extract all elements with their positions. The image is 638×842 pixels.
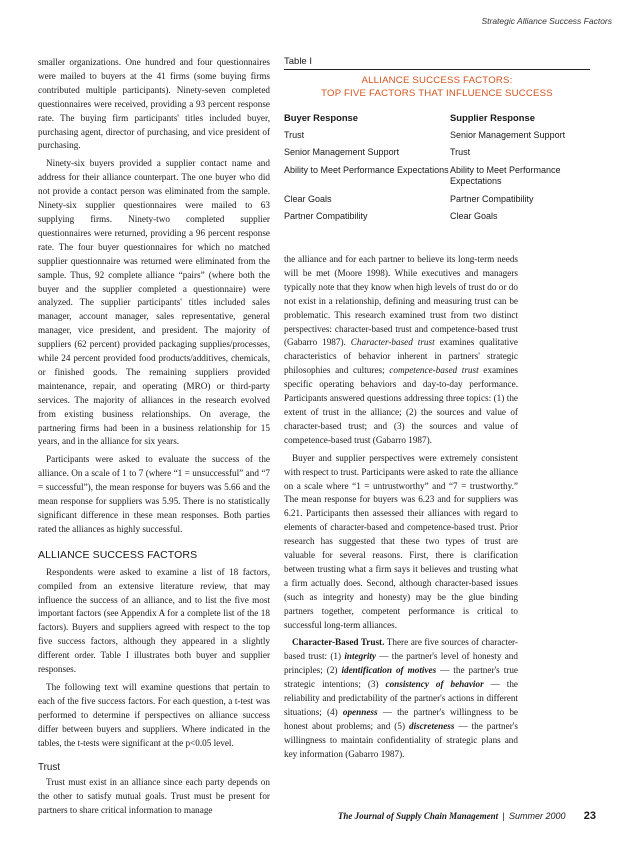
column-header-supplier: Supplier Response — [450, 112, 535, 123]
footer-separator: | — [502, 811, 505, 821]
paragraph: Trust must exist in an alliance since each party depends on the other to satisfy mutual goals. Trust must be present for partners to share critical information to manage — [38, 777, 270, 816]
left-column — [38, 56, 270, 818]
table-label: Table I — [284, 56, 590, 70]
table-title-line: ALLIANCE SUCCESS FACTORS: — [361, 75, 513, 86]
table-cell: Senior Management Support — [450, 129, 566, 140]
table-cell: Ability to Meet Performance Expectations — [284, 164, 449, 175]
table-title-line: TOP FIVE FACTORS THAT INFLUENCE SUCCESS — [321, 87, 553, 99]
page-number: 23 — [583, 810, 596, 822]
subsection-heading: Trust — [38, 761, 60, 773]
running-head: Strategic Alliance Success Factors — [481, 16, 612, 26]
issue-date: Summer 2000 — [508, 811, 566, 821]
table-title — [284, 75, 590, 100]
paragraph: Participants were asked to evaluate the success of the alliance. On a scale of 1 to 7 (where “1 = unsuccessful” and “7 = successful”), the mean response for buyers was 5.66 and the mean response for suppliers was 5.95. There is no statistically significant difference in these mean responses. Both parties rated the alliances as highly successful. — [38, 454, 270, 534]
paragraph: The following text will examine questions that pertain to each of the five success factors. For each question, a t-test was performed to determine if perspectives on alliance success differ between buyers and suppliers. Where indicated in the tables, the t-tests were significant at the p<0.05 level. — [38, 681, 270, 748]
table-cell: Partner Compatibility — [450, 193, 534, 204]
paragraph: smaller organizations. One hundred and four questionnaires were mailed to buyers at the 41 firms (some buying firms contributed multiple participants). Ninety-seven completed questionnaires were received, providing a 93 percent response rate. The buying firm participants' titles included buyer, purchasing agent, director of purchasing, and vice president of purchasing. — [38, 57, 270, 151]
table-cell: Clear Goals — [450, 211, 498, 221]
table-cell: Trust — [450, 147, 471, 157]
table-cell: Ability to Meet Performance Expectations — [450, 164, 561, 186]
paragraph: the alliance and for each partner to believe its long-term needs will be met (Moore 1998). While executives and managers typically note that they know when high levels of trust do or do not exist in a relationship, defining and measuring trust can be problematic. This research examined trust from two distinct perspectives: character-based trust and competence-based trust (Gabarro 1987). Character-based trust examines qualitative characteristics of behavior inherent in partners' strategic philosophies and cultures; competence-based trust examines specific operating behaviors and day-to-day performance. Participants answered questions addressing three topics: (1) the extent of trust in the alliance; (2) the sources and value of character-based trust; and (3) the sources and value of competence-based trust (Gabarro 1987). — [284, 254, 518, 445]
run-in-heading: Character-Based Trust. — [292, 637, 385, 648]
column-header-buyer: Buyer Response — [284, 112, 358, 123]
paragraph: Respondents were asked to examine a list of 18 factors, compiled from an extensive literature review, that may influence the success of an alliance, and to list the five most important factors (see Appendix A for a complete list of the 18 factors). Buyers and suppliers agreed with respect to the top five success factors, although they appeared in a slightly different order. Table I illustrates both buyer and supplier responses. — [38, 566, 270, 675]
paragraph: Ninety-six buyers provided a supplier contact name and address for their alliance counterpart. The one buyer who did not provide a contact person was eliminated from the sample. Ninety-six supplier questionnaires were mailed to 63 supplying firms. Ninety-two completed supplier questionnaires were returned, providing a 96 percent response rate. The four buyer questionnaires for which no matched supplier questionnaire was returned were eliminated from the sample. Thus, 92 complete alliance “pairs” (where both the buyer and the supplier completed a questionnaire) were analyzed. The supplier participants' titles included sales manager, account manager, sales representative, general manager, vice president, and president. The majority of suppliers (62 percent) provided packaging supplies/processes, while 24 percent provided food products/additives, chemicals, or finished goods. The remaining suppliers provided maintenance, repair, and operating (MRO) or third-party services. The majority of alliances in the research evolved from existing business relationships. On average, the partnering firms had been in a business relationship for 15 years, and in the alliance for six years. — [38, 158, 270, 447]
page-footer — [338, 810, 596, 822]
table-cell: Trust — [284, 129, 305, 140]
table-cell: Senior Management Support — [284, 147, 400, 157]
table-grid — [284, 109, 590, 227]
table-cell: Clear Goals — [284, 193, 332, 204]
right-column — [284, 253, 518, 762]
paragraph: Buyer and supplier perspectives were extremely consistent with respect to trust. Participants were asked to rate the alliance on a scale where “1 = untrustworthy” and “7 = trustworthy.” The mean response for buyers was 6.23 and for suppliers was 6.21. Participants then assessed their alliances with regard to elements of character-based and competence-based trust. Prior research has suggested that these two types of trust are valuable for several reasons. First, there is clarification between trusting what a firm says it believes and trusting what a firm actually does. Second, although character-based issues (such as integrity and honesty) may be the glue binding partners together, competent performance is critical to successful long-term alliances. — [284, 452, 518, 630]
table-cell: Partner Compatibility — [284, 211, 368, 221]
paragraph: Character-Based Trust. There are five sources of character-based trust: (1) integrity — the partner's level of honesty and principles; (2) identification of motives — the partner's true strategic intentions; (3) consistency of behavior — the reliability and predictability of the partner's actions in different situations; (4) openness — the partner's willingness to be honest about problems; and (5) discreteness — the partner's willingness to maintain confidentiality of strategic plans and key information (Gabarro 1987). — [284, 637, 519, 759]
table-one — [284, 56, 590, 227]
section-heading: ALLIANCE SUCCESS FACTORS — [38, 548, 198, 561]
journal-name: The Journal of Supply Chain Management — [337, 811, 499, 821]
